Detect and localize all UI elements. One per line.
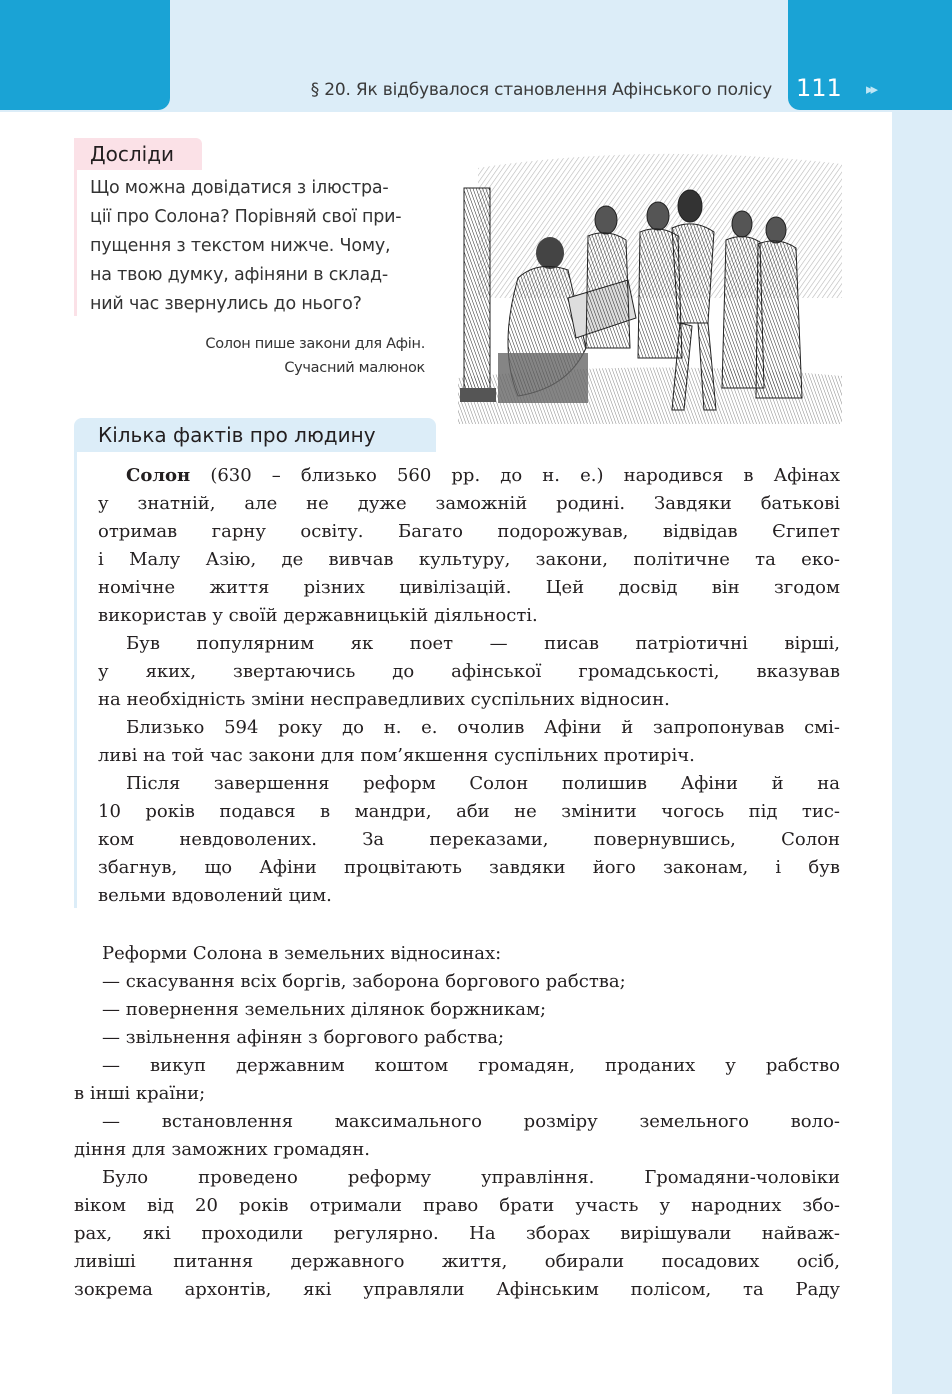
text-fragment: (630 – близько 560 рр. до н. е.) народився в Афінах (190, 465, 840, 486)
explore-line: пущення з текстом нижче. Чому, (90, 236, 391, 256)
reforms-text (74, 940, 840, 1304)
list-item: — скасування всіх боргів, заборона боргового рабства; (102, 971, 626, 992)
margin-band (892, 0, 952, 1394)
text-line: отримав гарну освіту. Багато подорожував, відвідав Єгипет (98, 521, 840, 542)
next-page-arrows-icon[interactable]: ▸▸ (866, 80, 876, 98)
explore-question (90, 174, 436, 319)
header-tab-left (0, 0, 170, 110)
text-line: рах, які проходили регулярно. На зборах вирішували найваж- (74, 1223, 840, 1244)
list-item-continued: діння для заможних громадян. (74, 1139, 370, 1160)
text-line: Реформи Солона в земельних відносинах: (102, 943, 502, 964)
text-line: збагнув, що Афіни процвітають завдяки його законам, і був (98, 857, 840, 878)
solon-name: Солон (126, 465, 191, 486)
list-item: — викуп державним коштом громадян, проданих у рабство (102, 1055, 840, 1076)
facts-divider (74, 452, 77, 908)
caption-line: Сучасний малюнок (284, 360, 425, 376)
text-line: Після завершення реформ Солон полишив Афіни й на (126, 773, 840, 794)
facts-text (98, 462, 840, 910)
text-line: номічне життя різних цивілізацій. Цей досвід він згодом (98, 577, 840, 598)
explore-line: Що можна довідатися з ілюстра- (90, 178, 389, 198)
solon-engraving (458, 148, 842, 424)
explore-label: Досліди (74, 138, 202, 170)
explore-line: ний час звернулись до нього? (90, 294, 362, 314)
explore-line: на твою думку, афіняни в склад- (90, 265, 389, 285)
page-number: 111 (796, 74, 842, 102)
illustration-caption (150, 332, 425, 380)
running-head: § 20. Як відбувалося становлення Афінського полісу (310, 80, 772, 100)
explore-line: ції про Солона? Порівняй свої при- (90, 207, 402, 227)
text-line: ливі на той час закони для пом’якшення суспільних протиріч. (98, 745, 695, 766)
text-line: ком невдоволених. За переказами, повернувшись, Солон (98, 829, 840, 850)
caption-line: Солон пише закони для Афін. (205, 336, 425, 352)
text-line: Близько 594 року до н. е. очолив Афіни й запропонував смі- (126, 717, 840, 738)
text-line: віком від 20 років отримали право брати участь у народних збо- (74, 1195, 840, 1216)
text-line: використав у своїй державницькій діяльності. (98, 605, 538, 626)
text-line: у яких, звертаючись до афінської громадськості, вказував (98, 661, 840, 682)
text-line: вельми вдоволений цим. (98, 885, 332, 906)
text-line: на необхідність зміни несправедливих суспільних відносин. (98, 689, 670, 710)
text-line: Був популярним як поет — писав патріотичні вірші, (126, 633, 840, 654)
facts-label: Кілька фактів про людину (74, 418, 436, 452)
text-line: у знатній, але не дуже заможній родині. Завдяки батькові (98, 493, 840, 514)
text-line: і Малу Азію, де вивчав культуру, закони, політичне та еко- (98, 549, 840, 570)
text-line: Було проведено реформу управління. Громадяни-чоловіки (102, 1167, 840, 1188)
list-item: — встановлення максимального розміру земельного воло- (102, 1111, 840, 1132)
list-item: — звільнення афінян з боргового рабства; (102, 1027, 505, 1048)
text-line: ливіші питання державного життя, обирали посадових осіб, (74, 1251, 840, 1272)
text-line: зокрема архонтів, які управляли Афінським полісом, та Раду (74, 1279, 840, 1300)
explore-divider (74, 170, 77, 316)
list-item-continued: в інші країни; (74, 1083, 206, 1104)
text-line: 10 років подався в мандри, аби не змінити чогось під тис- (98, 801, 840, 822)
text-line (98, 462, 840, 490)
list-item: — повернення земельних ділянок боржникам; (102, 999, 547, 1020)
